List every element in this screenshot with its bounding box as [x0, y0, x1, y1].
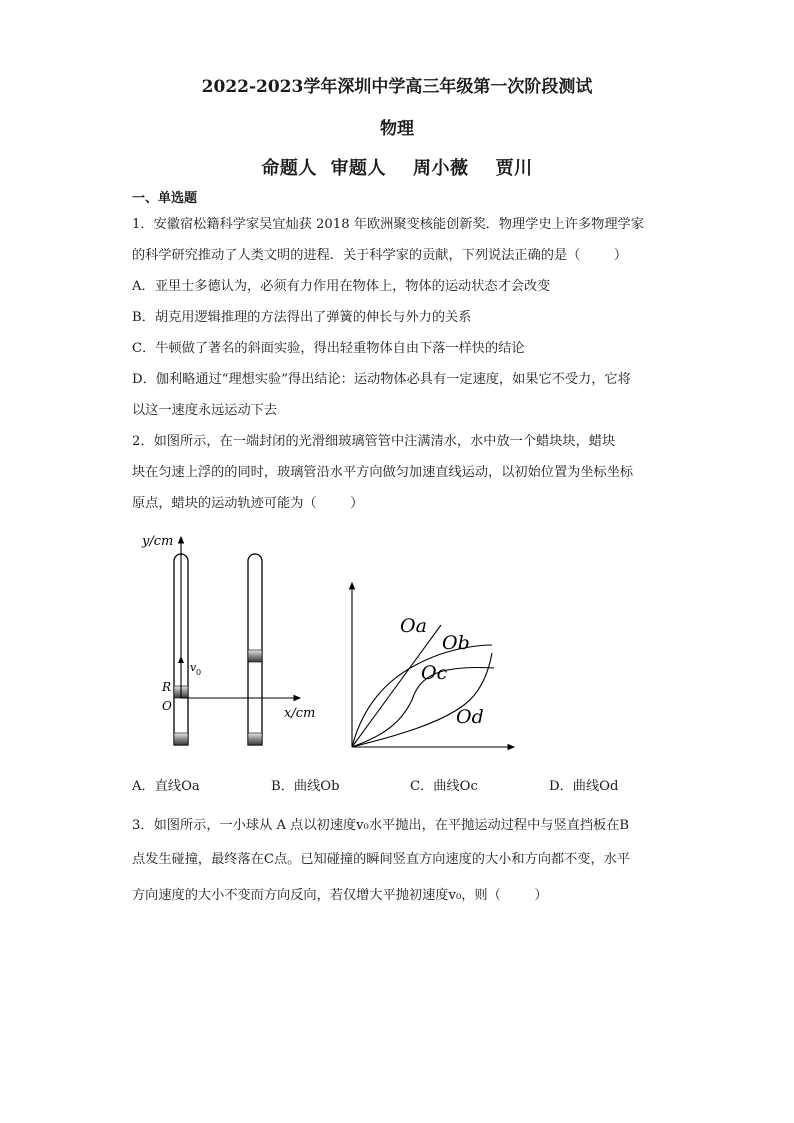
- q3-line: 点发生碰撞，最终落在C点。已知碰撞的瞬间竖直方向速度的大小和方向都不变，水平: [132, 852, 631, 867]
- q2-line: 原点，蜡块的运动轨迹可能为（ ）: [132, 496, 364, 511]
- q1-line: 的科学研究推动了人类文明的进程．关于科学家的贡献，下列说法正确的是（ ）: [132, 248, 628, 263]
- q2-option-b: B．曲线Ob: [271, 779, 340, 794]
- q1-option-b: B．胡克用逻辑推理的方法得出了弹簧的伸长与外力的关系: [132, 310, 472, 325]
- section-heading: 一、单选题: [132, 191, 198, 206]
- q1-option-c: C．牛顿做了著名的斜面实验，得出轻重物体自由下落一样快的结论: [132, 341, 525, 356]
- velocity-subscript: 0: [196, 668, 202, 677]
- q1-option-d: D．伽利略通过“理想实验”得出结论：运动物体必具有一定速度，如果它不受力，它将: [132, 372, 631, 387]
- q2-figure: [0, 525, 794, 785]
- authors-line: 命题人 审题人 周小薇 贾川: [261, 158, 533, 179]
- q2-option-c: C．曲线Oc: [410, 779, 478, 794]
- q1-option-d-cont: 以这一速度永远运动下去: [132, 403, 278, 418]
- r-label: R: [162, 680, 172, 694]
- q3-line: 3．如图所示，一小球从 A 点以初速度v₀水平抛出，在平抛运动过程中与竖直挡板在B: [132, 818, 630, 833]
- q3-line: 方向速度的大小不变而方向反向，若仅增大平抛初速度v₀，则（ ）: [132, 888, 548, 903]
- q2-option-a: A．直线Oa: [132, 779, 200, 794]
- origin-label: O: [162, 699, 172, 713]
- curve-oa: [352, 625, 441, 747]
- exam-title: 2022-2023学年深圳中学高三年级第一次阶段测试: [201, 77, 593, 97]
- q1-line: 1．安徽宿松籍科学家吴宜灿获 2018 年欧洲聚变核能创新奖．物理学史上许多物理学家: [132, 217, 644, 232]
- label-od: Od: [456, 706, 484, 728]
- curve-ob: [352, 645, 492, 747]
- label-oa: Oa: [400, 615, 427, 637]
- glass-tube-right: [248, 554, 262, 745]
- y-axis-label: y/cm: [142, 534, 174, 549]
- q2-line: 块在匀速上浮的的同时，玻璃管沿水平方向做匀加速直线运动，以初始位置为坐标坐标: [132, 465, 634, 480]
- label-ob: Ob: [442, 632, 470, 654]
- velocity-label: v: [190, 661, 197, 674]
- q2-line: 2．如图所示，在一端封闭的光滑细玻璃管管中注满清水，水中放一个蜡块块，蜡块: [132, 434, 616, 449]
- q2-option-d: D．曲线Od: [549, 779, 619, 794]
- x-axis-label: x/cm: [284, 706, 316, 721]
- label-oc: Oc: [421, 662, 448, 684]
- q1-option-a: A．亚里士多德认为，必须有力作用在物体上，物体的运动状态才会改变: [132, 279, 551, 294]
- subject-title: 物理: [380, 119, 414, 139]
